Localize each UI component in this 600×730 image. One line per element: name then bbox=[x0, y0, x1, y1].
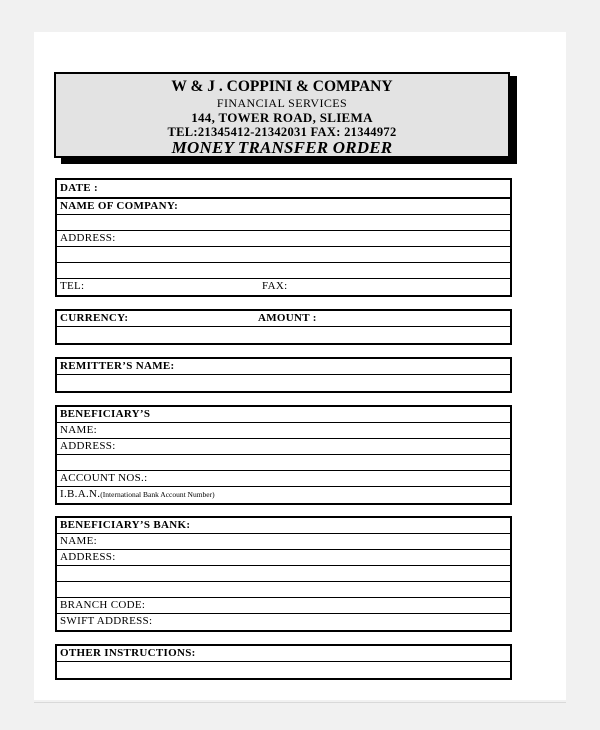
other-instructions-blank-row[interactable] bbox=[57, 662, 510, 678]
currency-label: CURRENCY: bbox=[60, 312, 129, 324]
bank-name-field[interactable] bbox=[57, 534, 510, 550]
page-divider bbox=[34, 702, 566, 703]
date-label: DATE : bbox=[60, 182, 98, 194]
company-name-label: NAME OF COMPANY: bbox=[60, 200, 179, 212]
company-section bbox=[55, 197, 512, 297]
bank-heading-label: BENEFICIARY’S BANK: bbox=[60, 519, 191, 531]
bank-address-blank-row[interactable] bbox=[57, 582, 510, 598]
beneficiary-address-field[interactable] bbox=[57, 439, 510, 455]
company-address-label: ADDRESS: bbox=[60, 232, 116, 244]
remitter-blank-row[interactable] bbox=[57, 375, 510, 391]
currency-blank-row[interactable] bbox=[57, 327, 510, 343]
iban-label: I.B.A.N. bbox=[60, 488, 101, 500]
beneficiary-iban-field[interactable] bbox=[57, 487, 510, 503]
company-name: W & J . COPPINI & COMPANY bbox=[171, 78, 393, 95]
beneficiary-account-field[interactable] bbox=[57, 471, 510, 487]
company-address-blank-row[interactable] bbox=[57, 247, 510, 263]
bank-section bbox=[55, 516, 512, 632]
bank-swift-field[interactable] bbox=[57, 614, 510, 630]
date-field[interactable] bbox=[57, 180, 510, 198]
remitter-name-label: REMITTER’S NAME: bbox=[60, 360, 175, 372]
iban-note: (International Bank Account Number) bbox=[100, 490, 215, 499]
currency-amount-field[interactable] bbox=[57, 311, 510, 327]
tel-label: TEL: bbox=[60, 280, 85, 292]
beneficiary-name-field[interactable] bbox=[57, 423, 510, 439]
company-address-field[interactable] bbox=[57, 231, 510, 247]
account-label: ACCOUNT NOS.: bbox=[60, 472, 148, 484]
bank-name-label: NAME: bbox=[60, 535, 97, 547]
other-instructions-label: OTHER INSTRUCTIONS: bbox=[60, 647, 196, 659]
swift-label: SWIFT ADDRESS: bbox=[60, 615, 153, 627]
company-contact-field[interactable] bbox=[57, 279, 510, 295]
fax-label: FAX: bbox=[262, 280, 288, 292]
letterhead bbox=[54, 72, 510, 158]
form-title: MONEY TRANSFER ORDER bbox=[171, 138, 393, 157]
bank-branch-field[interactable] bbox=[57, 598, 510, 614]
company-address-blank-row[interactable] bbox=[57, 263, 510, 279]
company-address: 144, TOWER ROAD, SLIEMA bbox=[191, 110, 373, 125]
amount-label: AMOUNT : bbox=[258, 312, 317, 324]
beneficiary-name-label: NAME: bbox=[60, 424, 97, 436]
remitter-section bbox=[55, 357, 512, 393]
beneficiary-heading bbox=[57, 407, 510, 423]
bank-heading bbox=[57, 518, 510, 534]
beneficiary-section bbox=[55, 405, 512, 505]
bank-address-label: ADDRESS: bbox=[60, 551, 116, 563]
other-instructions-section bbox=[55, 644, 512, 680]
beneficiary-address-blank-row[interactable] bbox=[57, 455, 510, 471]
bank-address-blank-row[interactable] bbox=[57, 566, 510, 582]
currency-section bbox=[55, 309, 512, 345]
remitter-name-field[interactable] bbox=[57, 359, 510, 375]
beneficiary-address-label: ADDRESS: bbox=[60, 440, 116, 452]
branch-label: BRANCH CODE: bbox=[60, 599, 146, 611]
beneficiary-heading-label: BENEFICIARY’S bbox=[60, 408, 151, 420]
other-instructions-field[interactable] bbox=[57, 646, 510, 662]
company-name-field[interactable] bbox=[57, 199, 510, 215]
company-name-blank-row[interactable] bbox=[57, 215, 510, 231]
company-services: FINANCIAL SERVICES bbox=[216, 96, 348, 110]
bank-address-field[interactable] bbox=[57, 550, 510, 566]
company-contact: TEL:21345412-21342031 FAX: 21344972 bbox=[167, 125, 397, 139]
